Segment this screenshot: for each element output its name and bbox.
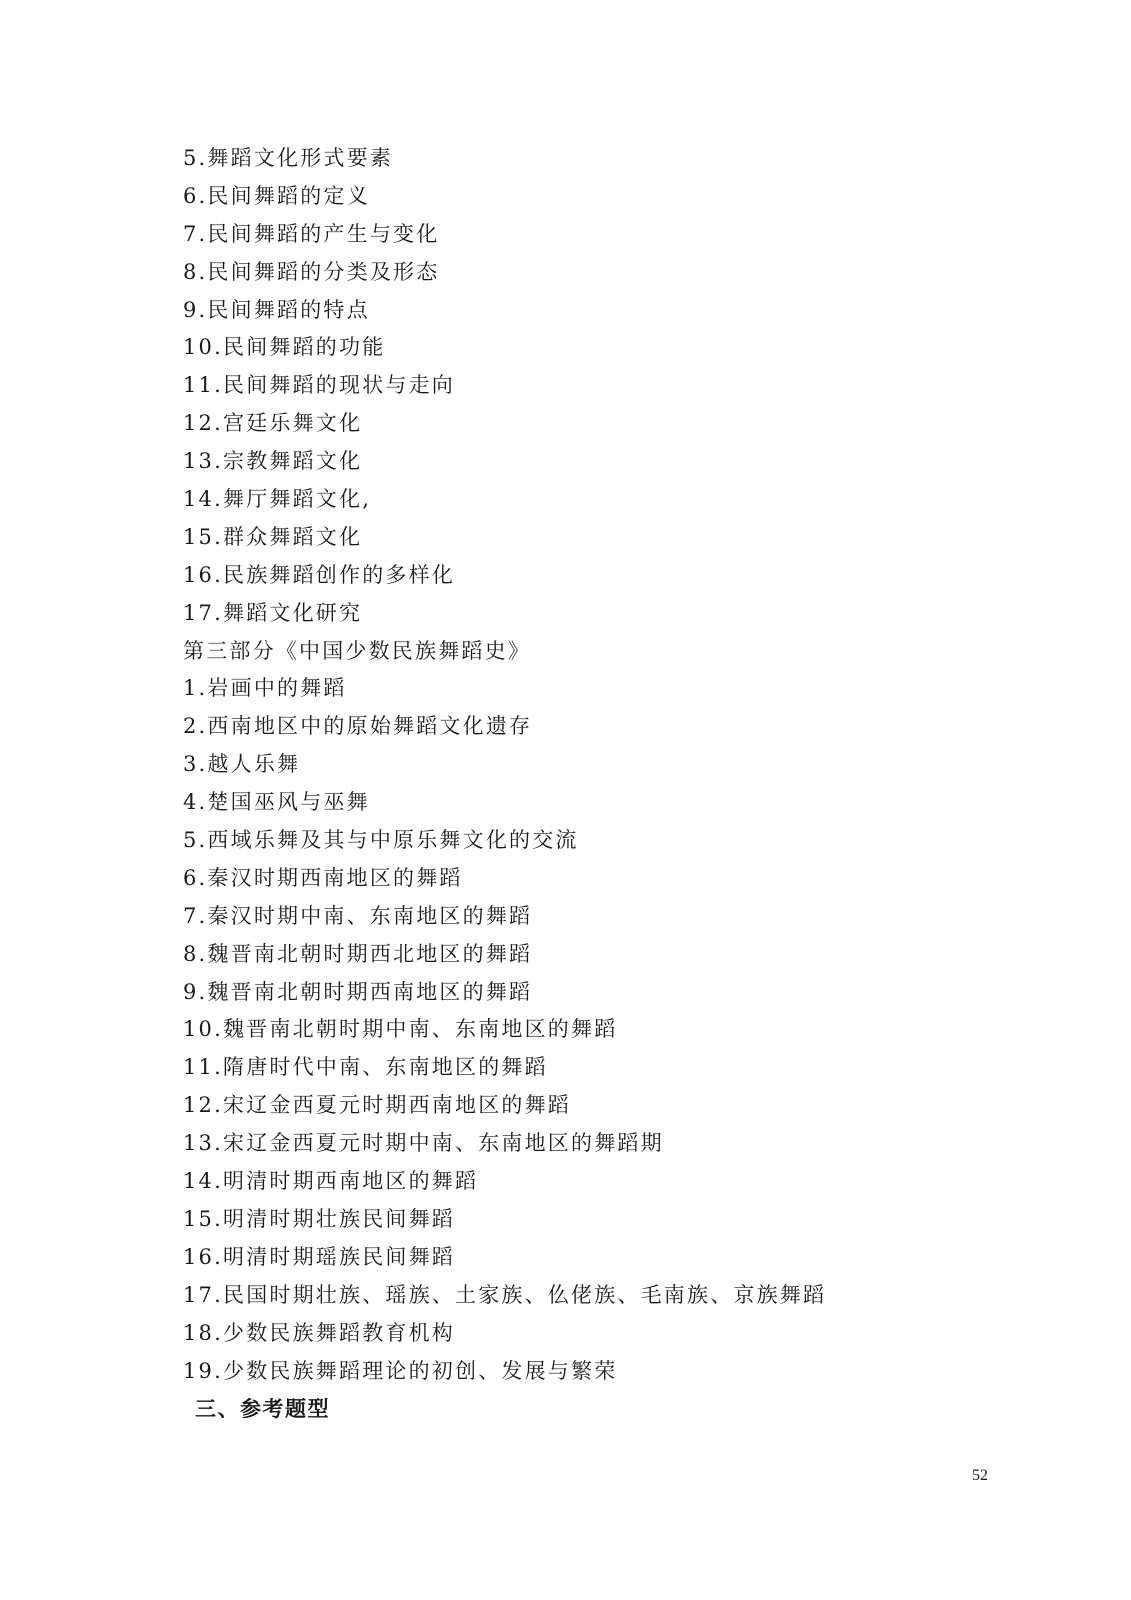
list-item: 1.岩画中的舞蹈 [183, 676, 347, 701]
list-item: 19.少数民族舞蹈理论的初创、发展与繁荣 [183, 1358, 618, 1383]
list-item: 13.宋辽金西夏元时期中南、东南地区的舞蹈期 [183, 1131, 664, 1156]
list-item: 11.隋唐时代中南、东南地区的舞蹈 [183, 1055, 548, 1080]
list-item: 3.越人乐舞 [183, 752, 301, 777]
list-item: 15.群众舞蹈文化 [183, 524, 363, 549]
list-item: 11.民间舞蹈的现状与走向 [183, 373, 455, 398]
list-item: 17.民国时期壮族、瑶族、土家族、仫佬族、毛南族、京族舞蹈 [183, 1282, 827, 1307]
list-item: 17.舞蹈文化研究 [183, 600, 363, 625]
part-heading: 第三部分《中国少数民族舞蹈史》 [183, 638, 531, 663]
list-item: 6.秦汉时期西南地区的舞蹈 [183, 865, 463, 890]
list-item: 9.民间舞蹈的特点 [183, 297, 370, 322]
list-item: 8.魏晋南北朝时期西北地区的舞蹈 [183, 941, 533, 966]
list-item: 16.明清时期瑶族民间舞蹈 [183, 1244, 455, 1269]
list-item: 5.西域乐舞及其与中原乐舞文化的交流 [183, 828, 579, 853]
list-item: 10.民间舞蹈的功能 [183, 335, 386, 360]
list-item: 14.舞厅舞蹈文化, [183, 487, 372, 512]
list-item: 13.宗教舞蹈文化 [183, 449, 363, 474]
list-item: 7.秦汉时期中南、东南地区的舞蹈 [183, 903, 533, 928]
list-item: 16.民族舞蹈创作的多样化 [183, 562, 455, 587]
list-item: 12.宋辽金西夏元时期西南地区的舞蹈 [183, 1093, 571, 1118]
list-item: 10.魏晋南北朝时期中南、东南地区的舞蹈 [183, 1017, 618, 1042]
list-item: 2.西南地区中的原始舞蹈文化遗存 [183, 714, 533, 739]
list-item: 18.少数民族舞蹈教育机构 [183, 1320, 455, 1345]
list-item: 12.宫廷乐舞文化 [183, 411, 363, 436]
list-item: 6.民间舞蹈的定义 [183, 183, 370, 208]
list-item: 15.明清时期壮族民间舞蹈 [183, 1206, 455, 1231]
list-item: 4.楚国巫风与巫舞 [183, 790, 370, 815]
section-heading: 三、参考题型 [195, 1397, 330, 1421]
list-item: 8.民间舞蹈的分类及形态 [183, 259, 440, 284]
list-item: 5.舞蹈文化形式要素 [183, 146, 394, 170]
list-item: 9.魏晋南北朝时期西南地区的舞蹈 [183, 979, 533, 1004]
page-number: 52 [972, 1467, 988, 1484]
document-body [183, 140, 1043, 1390]
list-item: 14.明清时期西南地区的舞蹈 [183, 1169, 479, 1194]
list-item: 7.民间舞蹈的产生与变化 [183, 221, 440, 246]
